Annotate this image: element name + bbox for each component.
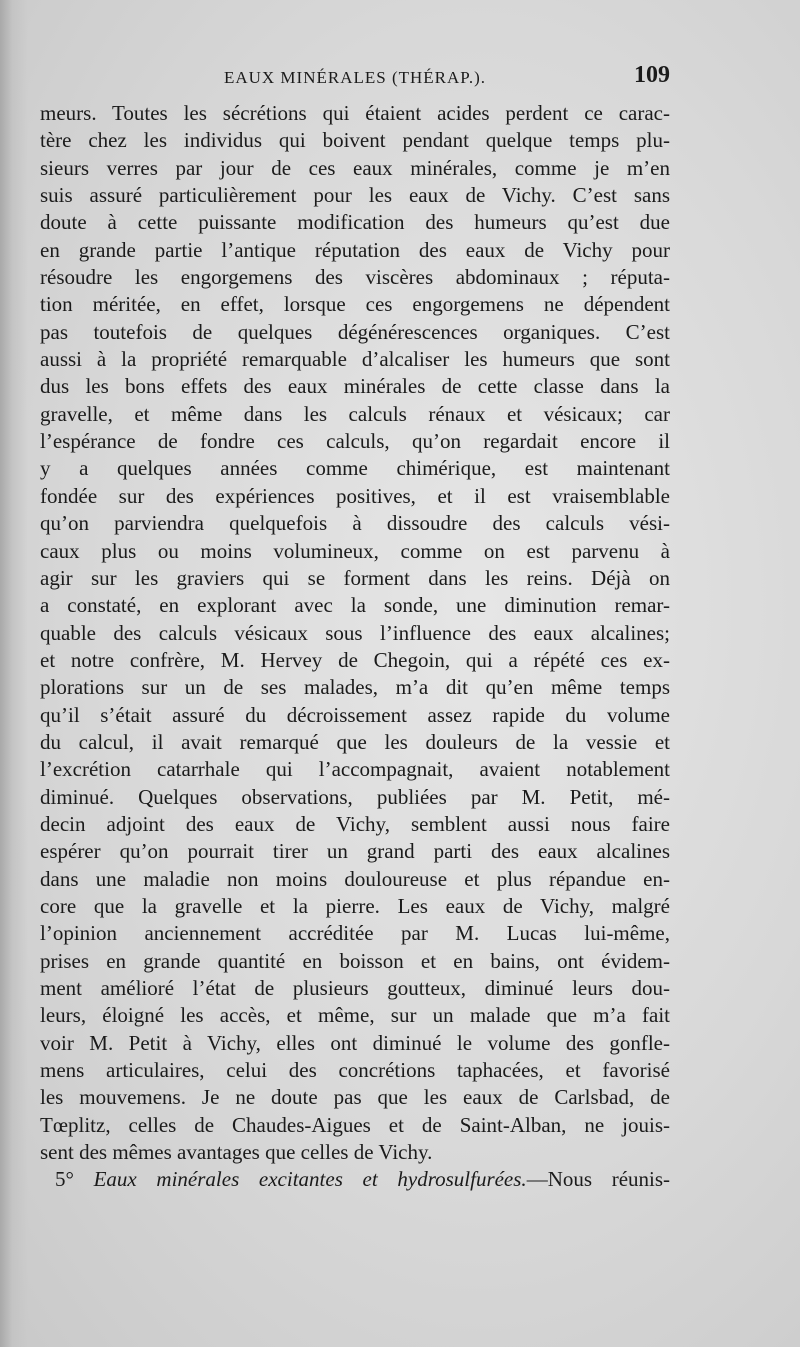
text-line: l’excrétion catarrhale qui l’accompagnait, avaient notablement: [40, 757, 670, 782]
text-line: quable des calculs vésicaux sous l’influence des eaux alcalines;: [40, 620, 670, 645]
binding-shadow: [0, 0, 28, 1347]
text-line: aussi à la propriété remarquable d’alcaliser les humeurs que sont: [40, 347, 670, 372]
text-line: l’espérance de fondre ces calculs, qu’on regardait encore il: [40, 429, 670, 454]
text-line: fondée sur des expériences positives, et il est vraisemblable: [40, 483, 670, 508]
text-line: core que la gravelle et la pierre. Les eaux de Vichy, malgré: [40, 893, 670, 918]
text-line: suis assuré particulièrement pour les eaux de Vichy. C’est sans: [40, 183, 670, 208]
section-title: Eaux minérales excitantes et hydrosulfurées.: [93, 1167, 527, 1192]
text-line: a constaté, en explorant avec la sonde, une diminution remar-: [40, 593, 670, 618]
text-line: sent des mêmes avantages que celles de Vichy.: [40, 1140, 433, 1165]
section-heading-line: [40, 1166, 670, 1193]
text-line: doute à cette puissante modification des humeurs qu’est due: [40, 210, 670, 235]
text-line: qu’on parviendra quelquefois à dissoudre des calculs vési-: [40, 511, 670, 536]
text-line: mens articulaires, celui des concrétions taphacées, et favorisé: [40, 1058, 670, 1083]
text-line: meurs. Toutes les sécrétions qui étaient acides perdent ce carac-: [40, 101, 670, 125]
text-line: Tœplitz, celles de Chaudes-Aigues et de Saint-Alban, ne jouis-: [40, 1112, 670, 1137]
text-line: voir M. Petit à Vichy, elles ont diminué le volume des gonfle-: [40, 1030, 670, 1055]
text-line: agir sur les graviers qui se forment dans les reins. Déjà on: [40, 565, 670, 590]
text-line: et notre confrère, M. Hervey de Chegoin, qui a répété ces ex-: [40, 647, 670, 672]
text-line: dus les bons effets des eaux minérales de cette classe dans la: [40, 374, 670, 399]
text-line: dans une maladie non moins douloureuse et plus répandue en-: [40, 866, 670, 891]
text-line: plorations sur un de ses malades, m’a dit qu’en même temps: [40, 675, 670, 700]
text-line: gravelle, et même dans les calculs rénaux et vésicaux; car: [40, 401, 670, 426]
section-number: 5°: [55, 1167, 74, 1192]
text-line: leurs, éloigné les accès, et même, sur un malade que m’a fait: [40, 1003, 670, 1028]
text-line: sieurs verres par jour de ces eaux minérales, comme je m’en: [40, 155, 670, 180]
text-line: tion méritée, en effet, lorsque ces engorgemens ne dépendent: [40, 292, 670, 317]
section-continuation: —Nous réunis-: [526, 1167, 670, 1192]
page-number: 109: [634, 62, 670, 88]
text-line: y a quelques années comme chimérique, est maintenant: [40, 456, 670, 481]
text-line: en grande partie l’antique réputation des eaux de Vichy pour: [40, 237, 670, 262]
text-line: tère chez les individus qui boivent pendant quelque temps plu-: [40, 128, 670, 153]
running-header: [40, 62, 670, 94]
body-text: [40, 100, 670, 1194]
text-line: résoudre les engorgemens des viscères abdominaux ; réputa-: [40, 265, 670, 290]
text-line: les mouvemens. Je ne doute pas que les eaux de Carlsbad, de: [40, 1085, 670, 1110]
text-line: decin adjoint des eaux de Vichy, semblent aussi nous faire: [40, 811, 670, 836]
text-line: prises en grande quantité en boisson et en bains, ont évidem-: [40, 948, 670, 973]
text-line: du calcul, il avait remarqué que les douleurs de la vessie et: [40, 729, 670, 754]
running-title: EAUX MINÉRALES (THÉRAP.).: [223, 68, 487, 87]
text-line: qu’il s’était assuré du décroissement assez rapide du volume: [40, 702, 670, 727]
text-line: caux plus ou moins volumineux, comme on est parvenu à: [40, 538, 670, 563]
text-line: l’opinion anciennement accréditée par M. Lucas lui-même,: [40, 921, 670, 946]
text-line: pas toutefois de quelques dégénérescences organiques. C’est: [40, 319, 670, 344]
text-line: ment amélioré l’état de plusieurs goutteux, diminué leurs dou-: [40, 976, 670, 1000]
text-line: diminué. Quelques observations, publiées par M. Petit, mé-: [40, 784, 670, 809]
text-line: espérer qu’on pourrait tirer un grand parti des eaux alcalines: [40, 839, 670, 864]
